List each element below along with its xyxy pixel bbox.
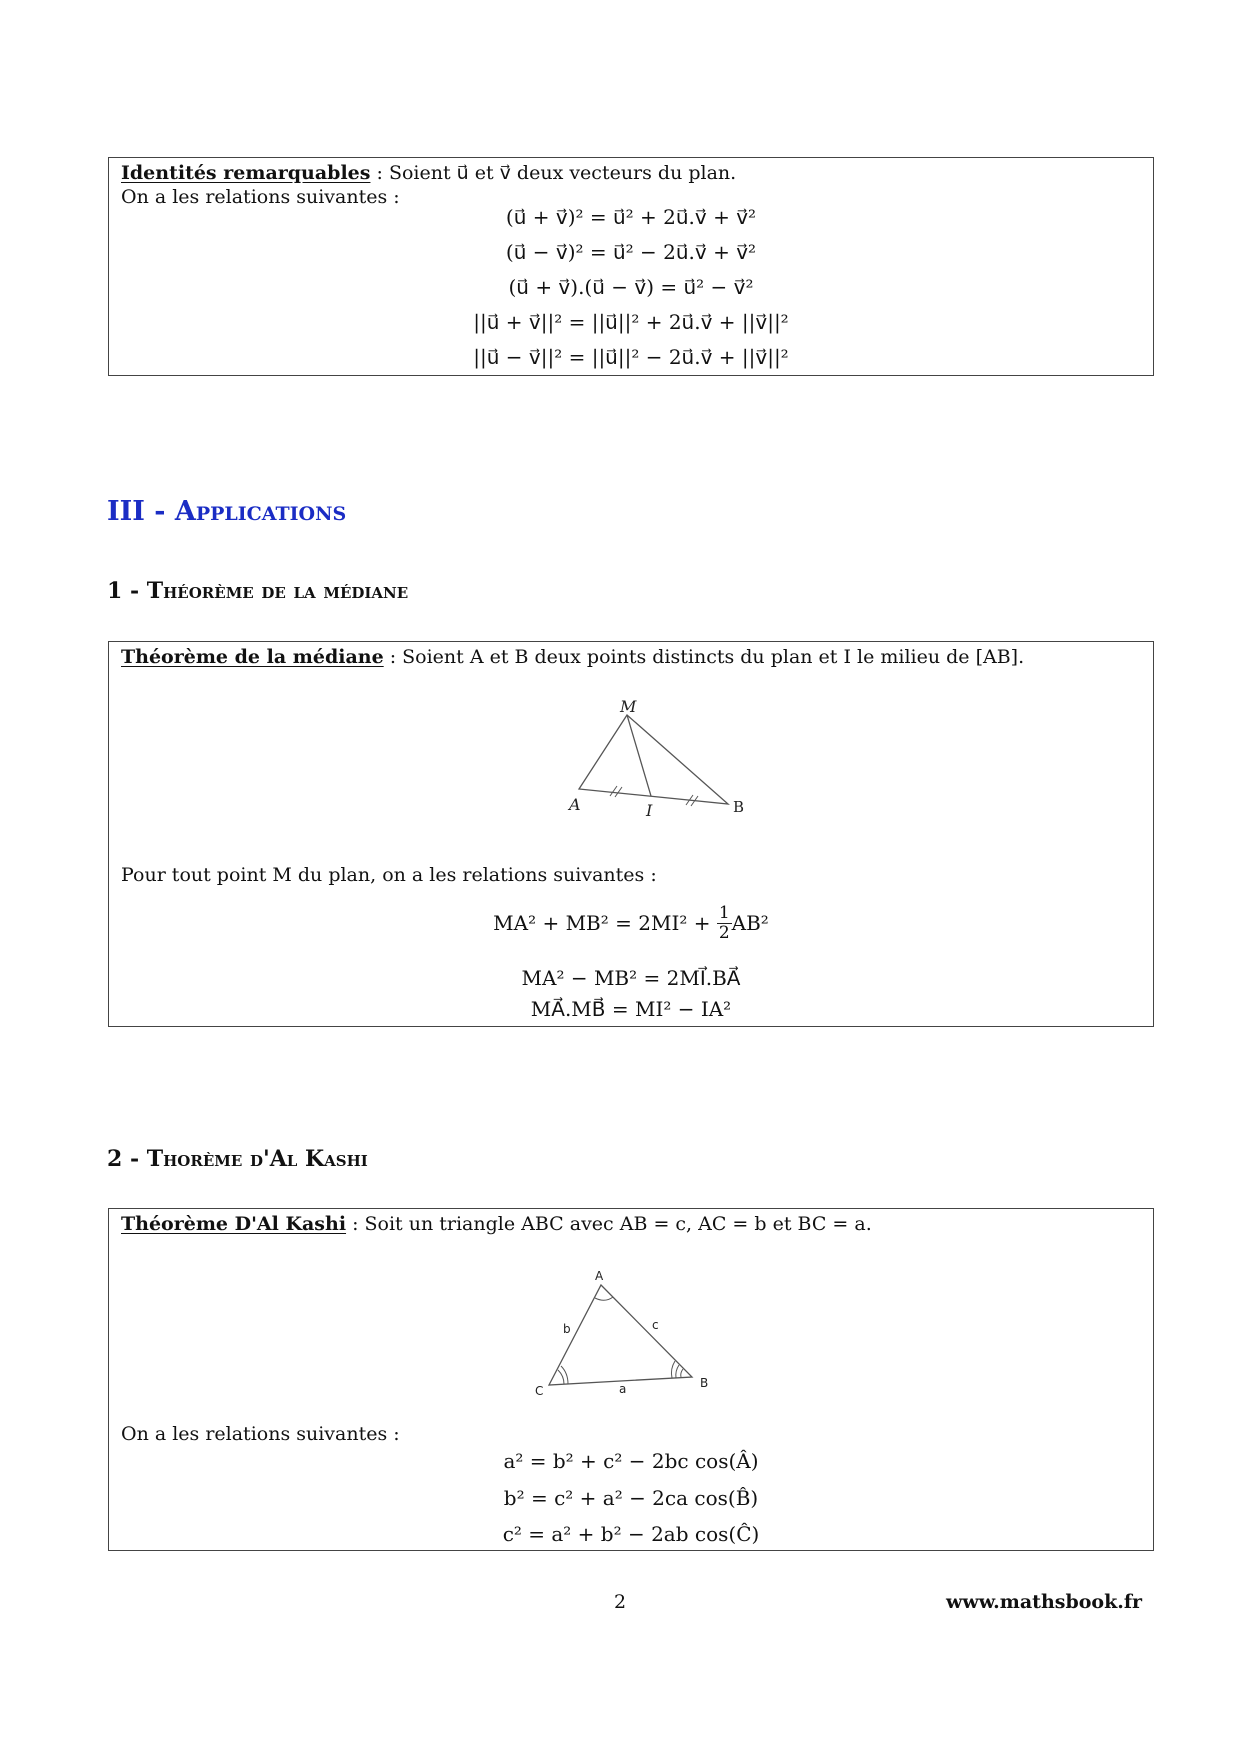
label-m: M (620, 697, 637, 716)
angle-arc-b-3 (681, 1369, 683, 1377)
median-equation-1 (109, 904, 1153, 942)
identities-relations-line: On a les relations suivantes : (121, 186, 400, 208)
alkashi-equation-1: a² = b² + c² − 2bc cos(Â) (503, 1449, 759, 1473)
section-number: III - (107, 496, 166, 527)
median-relations-line: Pour tout point M du plan, on a les relations suivantes : (121, 864, 657, 886)
fraction-numerator: 1 (718, 903, 730, 923)
section-title: Applications (174, 496, 347, 527)
side-label-c: c (652, 1318, 659, 1332)
identity-equation-5: ||u⃗ − v⃗||² = ||u⃗||² − 2u⃗.v⃗ + ||v⃗||² (473, 345, 789, 369)
alkashi-relations-line: On a les relations suivantes : (121, 1423, 400, 1445)
vertex-label-a: A (595, 1269, 604, 1283)
alkashi-equation-3: c² = a² + b² − 2ab cos(Ĉ) (502, 1522, 760, 1546)
median-intro-text: : Soient A et B deux points distincts du plan et I le milieu de [AB]. (383, 646, 1025, 668)
identities-intro-text: : Soient u⃗ et v⃗ deux vecteurs du plan. (370, 162, 737, 184)
identity-equation-1: (u⃗ + v⃗)² = u⃗² + 2u⃗.v⃗ + v⃗² (505, 205, 757, 229)
median-equation-3: MA⃗.MB⃗ = MI² − IA² (530, 997, 732, 1021)
median-lead: Théorème de la médiane (121, 646, 384, 668)
fraction-half (717, 904, 732, 942)
tick-ai-1 (610, 786, 617, 796)
page-number: 2 (613, 1591, 627, 1613)
fraction-denominator: 2 (718, 922, 730, 943)
angle-arc-c-2 (558, 1370, 564, 1384)
vertex-label-b: B (700, 1376, 709, 1390)
label-i: I (646, 801, 653, 820)
alkashi-intro (121, 1213, 872, 1236)
alkashi-intro-text: : Soit un triangle ABC avec AB = c, AC = b et BC = a. (346, 1213, 872, 1235)
triangle-amb (579, 715, 728, 804)
identities-lead: Identités remarquables (121, 162, 371, 184)
median-eq1-right: AB² (731, 911, 769, 936)
alkashi-theorem-box (108, 1208, 1154, 1551)
side-label-b: b (563, 1322, 571, 1336)
side-label-a: a (619, 1382, 627, 1396)
vertex-label-c: C (535, 1384, 544, 1398)
alkashi-lead: Théorème D'Al Kashi (121, 1213, 347, 1235)
angle-arc-b-1 (671, 1361, 675, 1378)
identity-equation-2: (u⃗ − v⃗)² = u⃗² − 2u⃗.v⃗ + v⃗² (505, 240, 757, 264)
median-eq1-left: MA² + MB² = 2MI² + (493, 911, 717, 936)
median-triangle-figure (529, 697, 744, 832)
subsection-alkashi-heading: 2 - Thorème d'Al Kashi (107, 1146, 368, 1172)
median-intro (121, 646, 1024, 669)
median-equation-2: MA² − MB² = 2MI⃗.BA⃗ (521, 966, 741, 990)
identities-box (108, 157, 1154, 376)
identity-equation-3: (u⃗ + v⃗).(u⃗ − v⃗) = u⃗² − v⃗² (508, 275, 754, 299)
alkashi-triangle-figure (535, 1269, 735, 1399)
angle-arc-b-2 (676, 1365, 679, 1378)
identity-equation-4: ||u⃗ + v⃗||² = ||u⃗||² + 2u⃗.v⃗ + ||v⃗||² (473, 310, 789, 334)
identities-intro (121, 162, 736, 185)
site-url: www.mathsbook.fr (946, 1591, 1143, 1613)
tick-ai-2 (615, 787, 622, 797)
subsection-median-heading: 1 - Théorème de la médiane (107, 578, 409, 604)
angle-arc-a (595, 1297, 613, 1300)
alkashi-equation-2: b² = c² + a² − 2ca cos(B̂) (503, 1486, 759, 1510)
section-heading (107, 496, 346, 527)
label-a: A (569, 795, 581, 814)
label-b: B (732, 798, 744, 816)
median-theorem-box (108, 641, 1154, 1027)
median-segment-mi (627, 715, 651, 796)
